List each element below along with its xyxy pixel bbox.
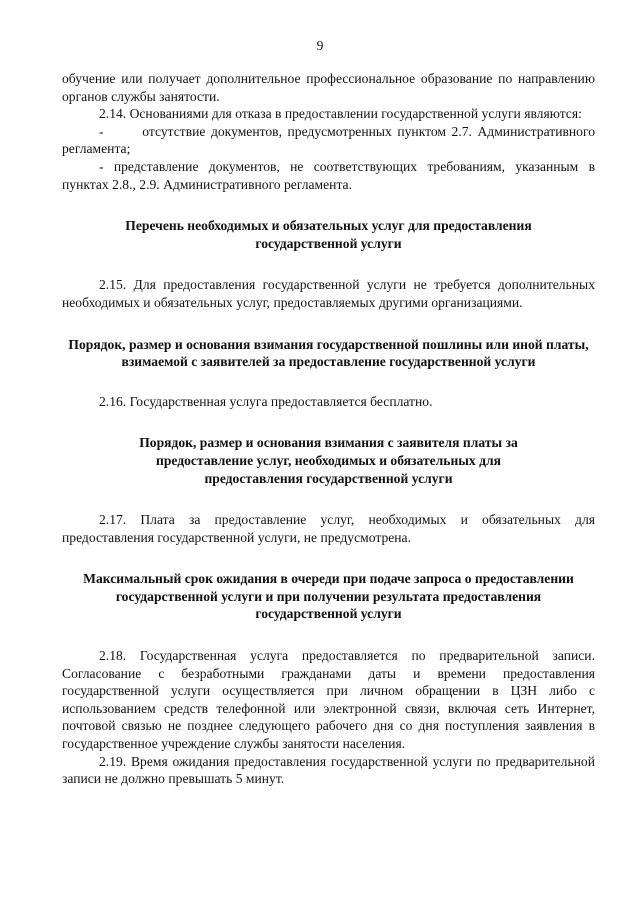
paragraph-2-14: 2.14. Основаниями для отказа в предоставлении государственной услуги являются: xyxy=(99,106,582,122)
paragraph-2-19: 2.19. Время ожидания предоставления государственной услуги по предварительной записи не должно превышать 5 минут. xyxy=(62,753,595,787)
section-heading-service-fee: Порядок, размер и основания взимания с заявителя платы за предоставление услуг, необходимых и обязательных для предоставления государственной услуги xyxy=(139,435,518,486)
document-body xyxy=(62,70,599,788)
section-heading-waiting-time: Максимальный срок ожидания в очереди при подаче запроса о предоставлении государственной услуги и при получении результата предоставления государственной услуги xyxy=(83,571,574,622)
page-number: 9 xyxy=(316,38,324,53)
list-item-nonconforming-documents: - представление документов, не соответствующих требованиям, указанным в пунктах 2.8., 2.9. Административного регламента. xyxy=(62,158,595,192)
paragraph-2-16: 2.16. Государственная услуга предоставляется бесплатно. xyxy=(99,393,433,409)
section-heading-state-fee: Порядок, размер и основания взимания государственной пошлины или иной платы, взимаемой с заявителей за предоставление государственной услуги xyxy=(68,336,589,370)
section-heading-required-services: Перечень необходимых и обязательных услуг для предоставления государственной услуги xyxy=(125,218,532,251)
paragraph-2-15: 2.15. Для предоставления государственной услуги не требуется дополнительных необходимых и обязательных услуг, предоставляемых другими организациями. xyxy=(62,277,595,310)
paragraph-2-17: 2.17. Плата за предоставление услуг, необходимых и обязательных для предоставления государственной услуги, не предусмотрена. xyxy=(62,512,595,545)
paragraph-continuation: обучение или получает дополнительное профессиональное образование по направлению органов службы занятости. xyxy=(62,71,595,104)
list-item-missing-documents: - отсутствие документов, предусмотренных пунктом 2.7. Административного регламента; xyxy=(62,123,599,157)
paragraph-2-18: 2.18. Государственная услуга предоставляется по предварительной записи. Согласование с безработными гражданами даты и времени предоставления государственной услуги осуществляется при личном обращении в ЦЗН либо с использованием средств телефонной или электронной связи, включая сеть Интернет, почтовой связью не позднее следующего рабочего дня со дня поступления заявления в государственное учреждение службы занятости населения. xyxy=(62,648,595,752)
